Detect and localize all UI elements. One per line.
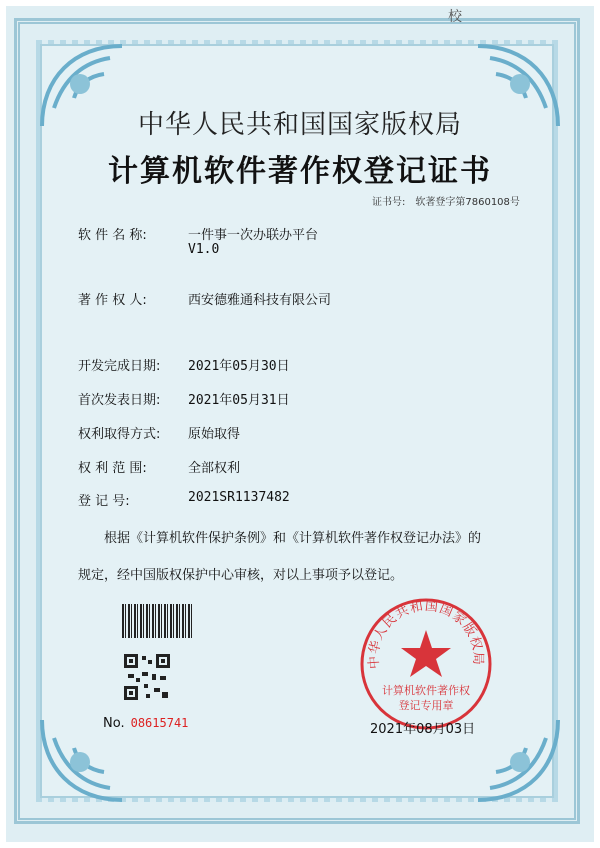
serial-number — [103, 716, 188, 731]
field-value: 2021SR1137482 — [188, 490, 290, 505]
barcode-icon — [122, 604, 194, 638]
certificate-number — [372, 193, 520, 208]
field-label: 权利取得方式: — [78, 427, 161, 442]
field-label: 登 记 号: — [78, 494, 130, 509]
field-value: 原始取得 — [188, 427, 241, 442]
certificate-title: 计算机软件著作权登记证书 — [108, 154, 492, 189]
statement-line-1: 根据《计算机软件保护条例》和《计算机软件著作权登记办法》的 — [104, 531, 482, 546]
field-scope — [78, 457, 241, 476]
field-label: 权 利 范 围: — [78, 461, 147, 476]
svg-text:计算机软件著作权: 计算机软件著作权 — [382, 684, 470, 697]
field-copyright-owner — [78, 289, 332, 308]
issue-date: 2021年08月03日 — [370, 722, 476, 737]
certificate-number-label: 证书号: — [372, 197, 406, 208]
field-completion-date — [78, 355, 290, 374]
handwritten-note: 校 — [448, 9, 462, 25]
field-value: 2021年05月31日 — [188, 393, 290, 408]
field-acquisition — [78, 423, 241, 442]
field-registration-number — [78, 490, 290, 509]
svg-text:中华人民共和国国家版权局: 中华人民共和国国家版权局 — [366, 598, 486, 670]
serial-value: 08615741 — [130, 716, 189, 730]
field-value: 一件事一次办联办平台 — [188, 228, 319, 243]
statement — [78, 520, 538, 594]
field-value: 2021年05月30日 — [188, 359, 290, 374]
serial-label: No. — [103, 716, 125, 731]
field-value: 西安德雅通科技有限公司 — [188, 293, 332, 308]
certificate-number-value: 软著登字第7860108号 — [415, 197, 520, 208]
statement-line-2: 规定，经中国版权保护中心审核，对以上事项予以登记。 — [78, 568, 404, 583]
issuing-authority: 中华人民共和国国家版权局 — [137, 110, 462, 140]
field-version: V1.0 — [188, 242, 220, 257]
field-label: 首次发表日期: — [78, 393, 161, 408]
field-publish-date — [78, 389, 290, 408]
field-software-name — [78, 224, 319, 257]
official-seal-icon — [358, 596, 494, 732]
field-label: 著 作 权 人: — [78, 293, 147, 308]
svg-text:登记专用章: 登记专用章 — [398, 699, 454, 712]
field-label: 开发完成日期: — [78, 359, 161, 374]
qr-code-icon — [124, 654, 170, 700]
field-value: 全部权利 — [188, 461, 241, 476]
field-label: 软 件 名 称: — [78, 228, 147, 243]
